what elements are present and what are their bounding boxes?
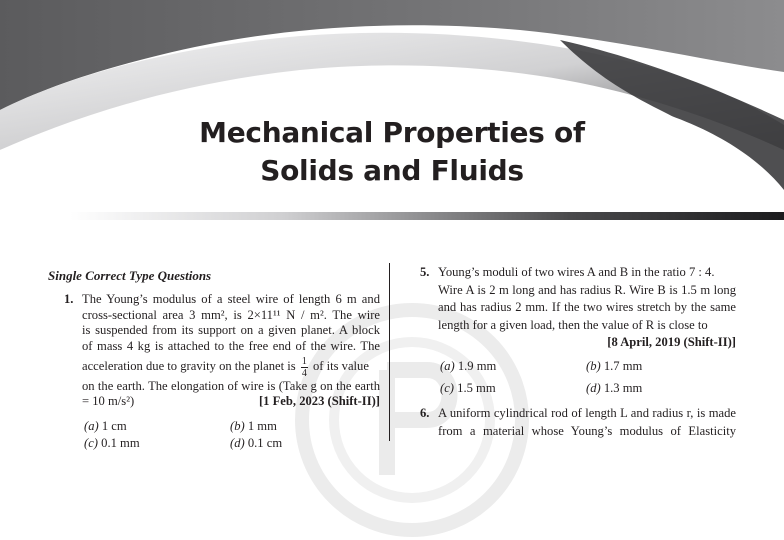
question-text xyxy=(438,264,736,352)
question-text-fragment: of its value xyxy=(312,359,369,373)
question-text xyxy=(438,404,736,440)
option-text: 1.3 mm xyxy=(603,381,643,395)
option-a[interactable] xyxy=(440,359,496,374)
fraction xyxy=(301,356,308,379)
question-line: Young’s moduli of two wires A and B in the ratio 7 : 4. xyxy=(438,265,715,279)
option-b[interactable] xyxy=(230,419,277,434)
question-line: is suspended from its support on a given planet. A block xyxy=(82,323,380,337)
option-text: 0.1 cm xyxy=(247,436,283,450)
option-label: (d) xyxy=(586,381,601,395)
question-line: and has radius 2 mm. If the two wires stretch by the same xyxy=(438,300,736,314)
exam-source: [8 April, 2019 (Shift-II)] xyxy=(607,335,736,349)
question-line: from a material whose Young’s modulus of Elasticity xyxy=(438,424,736,438)
question-number: 1. xyxy=(64,292,74,306)
section-heading: Single Correct Type Questions xyxy=(48,268,212,283)
question-line: Wire A is 2 m long and has radius R. Wire B is 1.5 m long xyxy=(438,282,736,297)
option-label: (a) xyxy=(84,419,99,433)
column-divider xyxy=(389,263,390,441)
question-line: The Young’s modulus of a steel wire of length 6 m and xyxy=(82,292,380,306)
question-line xyxy=(438,334,736,352)
option-text: 1 mm xyxy=(247,419,277,433)
option-b[interactable] xyxy=(586,359,642,374)
option-c[interactable] xyxy=(440,381,496,396)
question-line: of mass 4 kg is attached to the free end of the wire. The xyxy=(82,338,380,353)
fraction-numerator: 1 xyxy=(301,355,307,367)
question-line-with-fraction xyxy=(82,354,380,379)
question-line xyxy=(82,394,380,410)
question-number: 5. xyxy=(420,265,430,279)
option-label: (b) xyxy=(230,419,245,433)
option-label: (c) xyxy=(440,381,454,395)
question-text-fragment: = 10 m/s²) xyxy=(82,394,135,409)
chapter-title-line1: Mechanical Properties of xyxy=(199,116,585,149)
option-d[interactable] xyxy=(586,381,642,396)
option-text: 1.9 mm xyxy=(457,359,497,373)
option-text: 0.1 mm xyxy=(101,436,140,450)
option-text: 1.7 mm xyxy=(603,359,643,373)
exam-source: [1 Feb, 2023 (Shift-II)] xyxy=(258,394,380,409)
chapter-title-line2: Solids and Fluids xyxy=(260,154,524,187)
question-number: 6. xyxy=(420,406,430,420)
option-d[interactable] xyxy=(230,436,282,451)
question-line: length for a given load, then the value of R is close to xyxy=(438,317,708,332)
fraction-denominator: 4 xyxy=(301,367,307,379)
question-line: on the earth. The elongation of wire is (Take g on the earth xyxy=(82,378,380,393)
option-text: 1 cm xyxy=(101,419,127,433)
option-label: (a) xyxy=(440,359,455,373)
option-label: (d) xyxy=(230,436,245,450)
option-label: (b) xyxy=(586,359,601,373)
question-line: A uniform cylindrical rod of length L and radius r, is made xyxy=(438,406,736,420)
question-5 xyxy=(420,264,736,352)
option-label: (c) xyxy=(84,436,98,450)
option-a[interactable] xyxy=(84,419,127,434)
question-text xyxy=(82,292,380,410)
question-line: cross-sectional area 3 mm², is 2×11¹¹ N / m². The wire xyxy=(82,307,380,322)
option-text: 1.5 mm xyxy=(457,381,496,395)
chapter-title xyxy=(0,114,784,190)
question-text-fragment: acceleration due to gravity on the planet is xyxy=(82,359,296,373)
question-6 xyxy=(420,404,736,440)
option-c[interactable] xyxy=(84,436,140,451)
question-1 xyxy=(64,292,380,410)
